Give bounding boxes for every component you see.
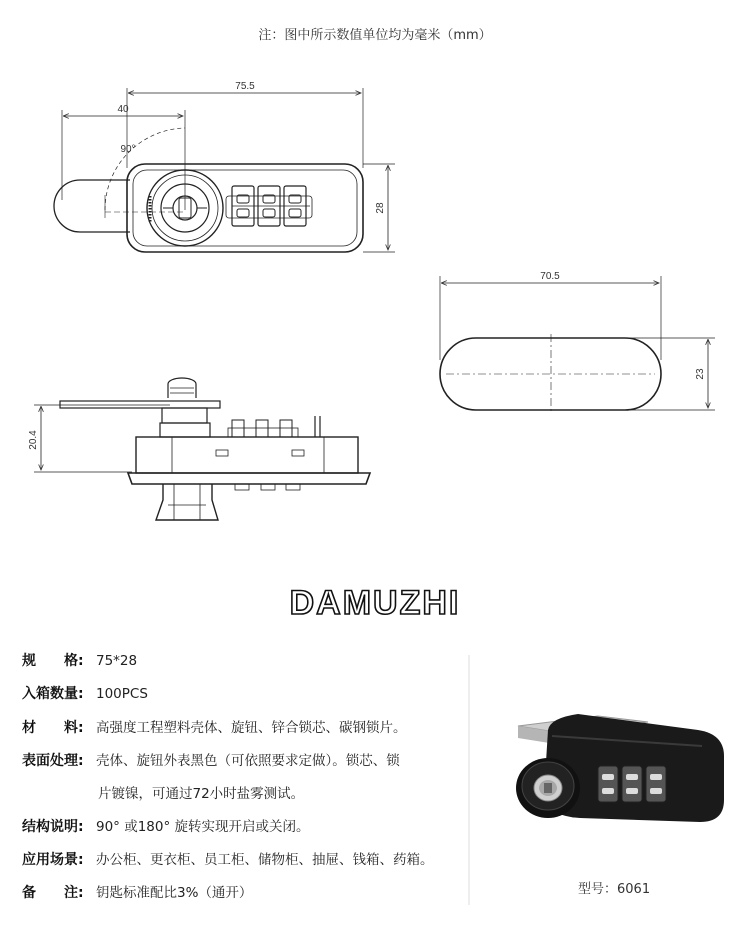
spec-label: 结构说明: xyxy=(22,819,84,835)
spec-value: 90° 或180° 旋转实现开启或关闭。 xyxy=(96,819,310,835)
spec-label: 规 格: xyxy=(22,653,84,669)
spec-row-finish xyxy=(22,749,400,770)
spec-label: 入箱数量: xyxy=(22,686,84,702)
cam-plate-view xyxy=(440,276,715,414)
spec-row-material xyxy=(22,716,407,737)
top-view xyxy=(54,88,395,252)
spec-row-application xyxy=(22,848,434,869)
spec-label: 应用场景: xyxy=(22,852,84,868)
dim-90-deg: 90° xyxy=(120,144,136,155)
spec-row-size xyxy=(22,650,137,670)
spec-label: 材 料: xyxy=(22,720,84,736)
spec-value: 高强度工程塑料壳体、旋钮、锌合锁芯、碳钢锁片。 xyxy=(96,720,407,736)
spec-row-remark xyxy=(22,881,252,902)
spec-row-structure xyxy=(22,815,310,836)
unit-note: 注：图中所示数值单位均为毫米（mm） xyxy=(258,28,492,43)
spec-value: 75*28 xyxy=(96,653,138,669)
spec-label: 表面处理: xyxy=(22,753,84,769)
dim-40: 40 xyxy=(117,104,129,115)
dim-28: 28 xyxy=(375,202,386,214)
model-number: 型号：6061 xyxy=(578,882,651,897)
side-view xyxy=(34,378,370,520)
dim-20-4: 20.4 xyxy=(28,430,39,450)
spec-value: 100PCS xyxy=(96,686,148,702)
dim-23: 23 xyxy=(695,368,706,380)
spec-label: 备 注: xyxy=(22,885,84,901)
spec-value: 壳体、旋钮外表黑色（可依照要求定做）。锁芯、锁 xyxy=(96,753,400,769)
brand-logo: DAMUZHI xyxy=(289,584,461,622)
dim-70-5: 70.5 xyxy=(540,271,560,282)
spec-value-continued: 片镀镍，可通过72小时盐雾测试。 xyxy=(98,786,305,802)
spec-value: 办公柜、更衣柜、员工柜、储物柜、抽屉、钱箱、药箱。 xyxy=(96,852,434,868)
spec-value: 钥匙标准配比3%（通开） xyxy=(96,885,253,901)
dim-75-5: 75.5 xyxy=(235,81,255,92)
product-photo xyxy=(488,690,734,850)
spec-row-quantity xyxy=(22,683,148,703)
